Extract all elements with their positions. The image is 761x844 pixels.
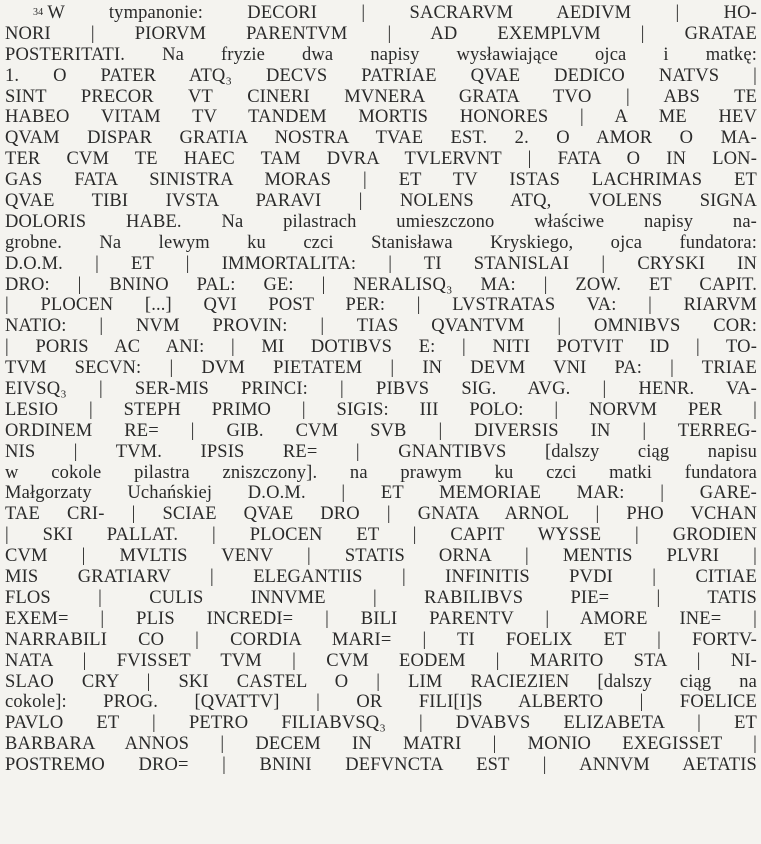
- line-text: W tympanonie: DECORI | SACRARVM AEDIVM | HO-: [47, 3, 757, 23]
- text-line-7: QVAM DISPAR GRATIA NOSTRA TVAE EST. 2. O AMOR O MA-: [5, 128, 757, 149]
- text-line-27: CVM | MVLTIS VENV | STATIS ORNA | MENTIS PLVRI |: [5, 546, 757, 567]
- text-line-23: w cokole pilastra zniszczony]. na prawym ku czci matki fundatora: [5, 462, 757, 483]
- text-line-30: EXEM= | PLIS INCREDI= | BILI PARENTV | AMORE INE= |: [5, 608, 757, 629]
- text-line-6: HABEO VITAM TV TANDEM MORTIS HONORES | A ME HEV: [5, 107, 757, 128]
- text-line-37: POSTREMO DRO= | BNINI DEFVNCTA EST | ANNVM AETATIS: [5, 755, 757, 776]
- text-line-13: D.O.M. | ET | IMMORTALITA: | TI STANISLAI | CRYSKI IN: [5, 253, 757, 274]
- text-line-3: POSTERITATI. Na fryzie dwa napisy wysławiające ojca i matkę:: [5, 44, 757, 65]
- text-line-25: TAE CRI- | SCIAE QVAE DRO | GNATA ARNOL | PHO VCHAN: [5, 504, 757, 525]
- text-line-4: 1. O PATER ATQ₃ DECVS PATRIAE QVAE DEDICO NATVS |: [5, 65, 757, 86]
- text-line-15: | PLOCEN [...] QVI POST PER: | LVSTRATAS VA: | RIARVM: [5, 295, 757, 316]
- text-line-31: NARRABILI CO | CORDIA MARI= | TI FOELIX ET | FORTV-: [5, 629, 757, 650]
- text-line-18: TVM SECVN: | DVM PIETATEM | IN DEVM VNI PA: | TRIAE: [5, 358, 757, 379]
- text-line-2: NORI | PIORVM PARENTVM | AD EXEMPLVM | GRATAE: [5, 23, 757, 44]
- text-line-39: [5, 797, 757, 818]
- text-line-16: NATIO: | NVM PROVIN: | TIAS QVANTVM | OMNIBVS COR:: [5, 316, 757, 337]
- footnote-number: 34: [33, 7, 44, 18]
- text-line-38: [5, 776, 757, 797]
- text-line-24: Małgorzaty Uchańskiej D.O.M. | ET MEMORIAE MAR: | GARE-: [5, 483, 757, 504]
- text-line-21: ORDINEM RE= | GIB. CVM SVB | DIVERSIS IN | TERREG-: [5, 420, 757, 441]
- text-line-22: NIS | TVM. IPSIS RE= | GNANTIBVS [dalszy ciąg napisu: [5, 441, 757, 462]
- text-line-8: TER CVM TE HAEC TAM DVRA TVLERVNT | FATA O IN LON-: [5, 149, 757, 170]
- text-line-5: SINT PRECOR VT CINERI MVNERA GRATA TVO | ABS TE: [5, 86, 757, 107]
- text-line-35: PAVLO ET | PETRO FILIABVSQ₃ | DVABVS ELIZABETA | ET: [5, 713, 757, 734]
- text-line-32: NATA | FVISSET TVM | CVM EODEM | MARITO STA | NI-: [5, 650, 757, 671]
- text-line-19: EIVSQ₃ | SER-MIS PRINCI: | PIBVS SIG. AVG. | HENR. VA-: [5, 379, 757, 400]
- text-line-36: BARBARA ANNOS | DECEM IN MATRI | MONIO EXEGISSET |: [5, 734, 757, 755]
- text-line-11: DOLORIS HABE. Na pilastrach umieszczono właściwe napisy na-: [5, 211, 757, 232]
- text-line-40: [5, 818, 757, 839]
- text-line-28: MIS GRATIARV | ELEGANTIIS | INFINITIS PVDI | CITIAE: [5, 567, 757, 588]
- text-line-9: GAS FATA SINISTRA MORAS | ET TV ISTAS LACHRIMAS ET: [5, 170, 757, 191]
- text-line-1: [5, 3, 757, 24]
- text-line-17: | PORIS AC ANI: | MI DOTIBVS E: | NITI POTVIT ID | TO-: [5, 337, 757, 358]
- text-line-20: LESIO | STEPH PRIMO | SIGIS: III POLO: | NORVM PER |: [5, 399, 757, 420]
- text-line-12: grobne. Na lewym ku czci Stanisława Kryskiego, ojca fundatora:: [5, 232, 757, 253]
- text-line-26: | SKI PALLAT. | PLOCEN ET | CAPIT WYSSE | GRODIEN: [5, 525, 757, 546]
- text-line-33: SLAO CRY | SKI CASTEL O | LIM RACIEZIEN [dalszy ciąg na: [5, 671, 757, 692]
- text-line-14: DRO: | BNINO PAL: GE: | NERALISQ₃ MA: | ZOW. ET CAPIT.: [5, 274, 757, 295]
- text-line-10: QVAE TIBI IVSTA PARAVI | NOLENS ATQ, VOLENS SIGNA: [5, 191, 757, 212]
- text-line-34: cokole]: PROG. [QVATTV] | OR FILI[I]S ALBERTO | FOELICE: [5, 692, 757, 713]
- text-line-29: FLOS | CULIS INNVME | RABILIBVS PIE= | TATIS: [5, 587, 757, 608]
